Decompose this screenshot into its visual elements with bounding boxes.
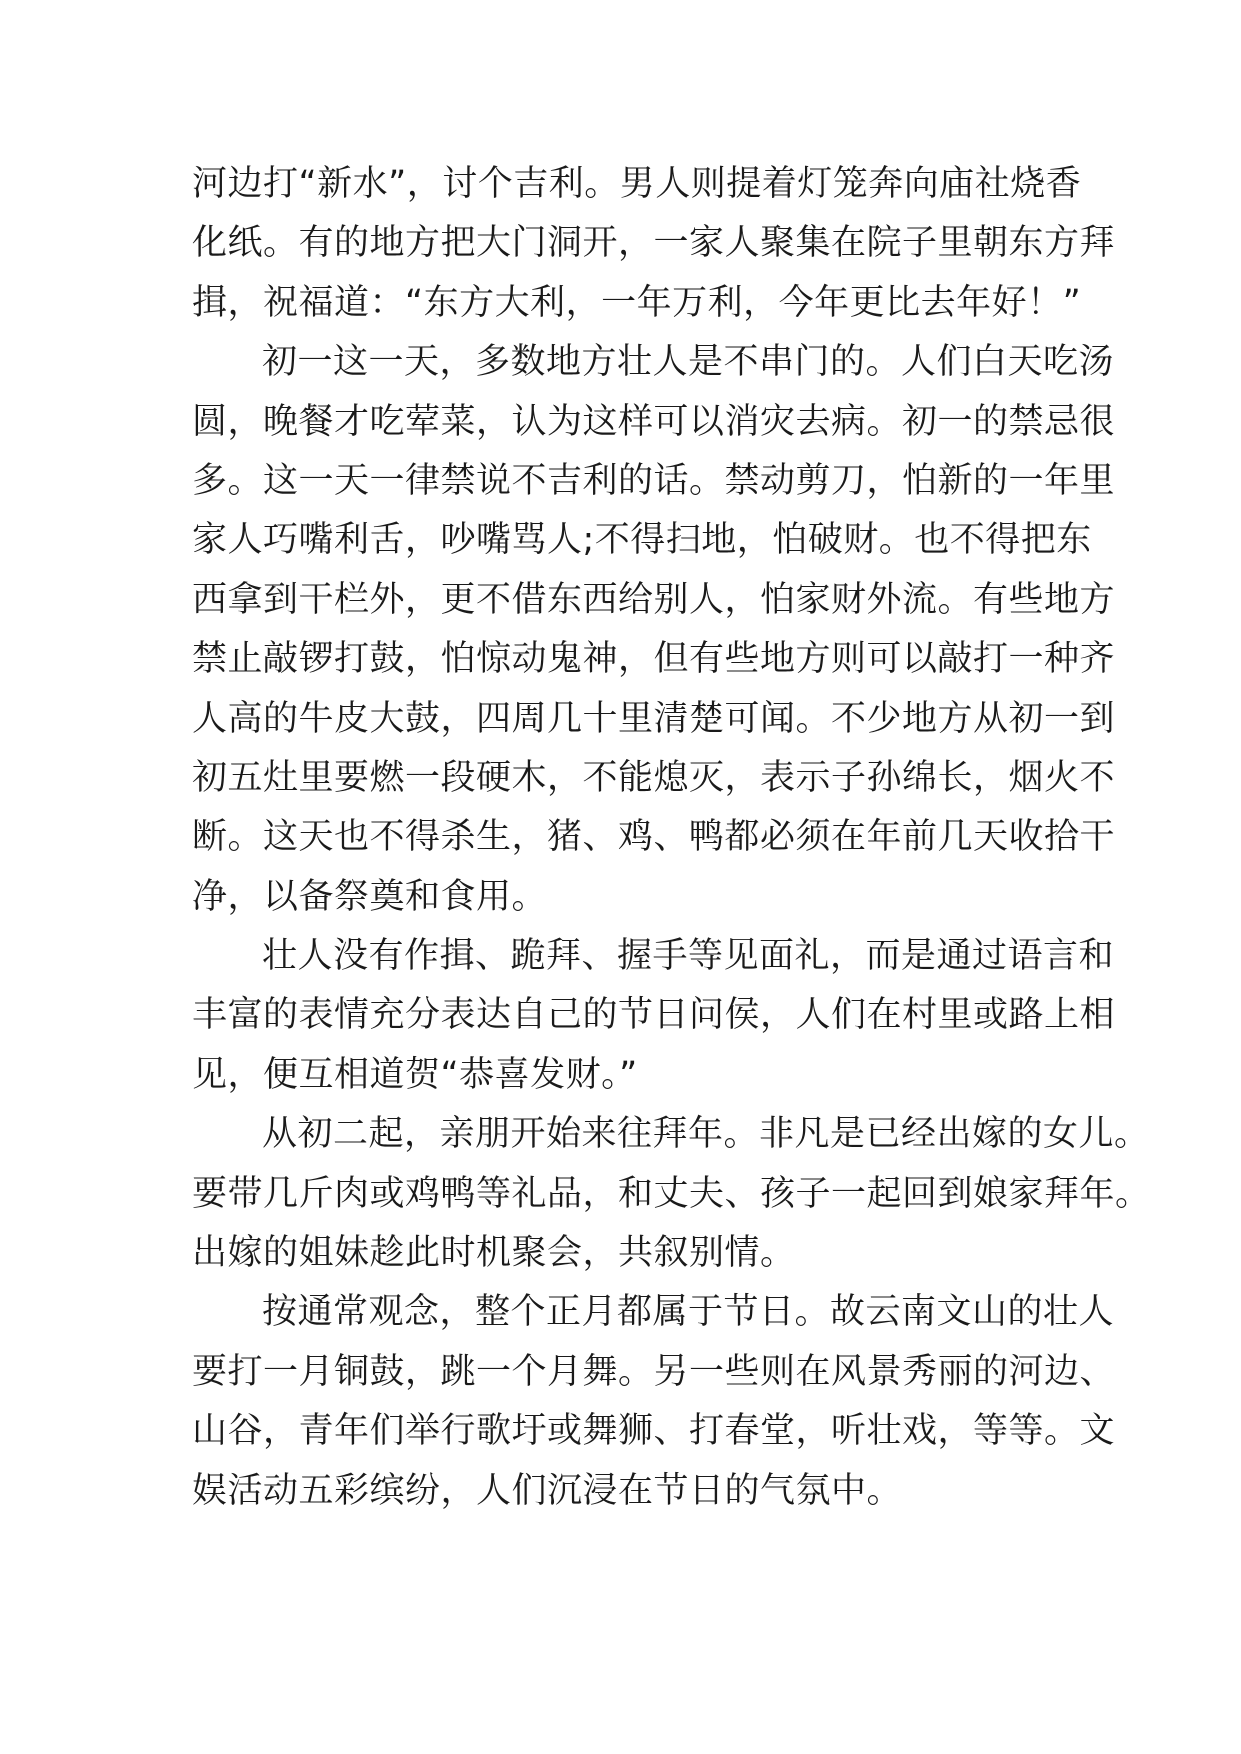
text-line: 见，便互相道贺“恭喜发财。”: [192, 1054, 638, 1095]
body-text: [192, 155, 1151, 1521]
text-line: 西拿到干栏外，更不借东西给别人，怕家财外流。有些地方: [192, 579, 1116, 620]
paragraph-start-line: 壮人没有作揖、跪拜、握手等见面礼，而是通过语言和: [262, 936, 1115, 977]
text-line: 化纸。有的地方把大门洞开，一家人聚集在院子里朝东方拜: [192, 223, 1116, 264]
text-line: 净，以备祭奠和食用。: [192, 876, 548, 917]
text-line: 禁止敲锣打鼓，怕惊动鬼神，但有些地方则可以敲打一种齐: [192, 639, 1116, 680]
text-line: 家人巧嘴利舌，吵嘴骂人;不得扫地，怕破财。也不得把东: [192, 520, 1092, 561]
text-line: 河边打“新水”，讨个吉利。男人则提着灯笼奔向庙社烧香: [192, 164, 1082, 204]
text-line: 出嫁的姐妹趁此时机聚会，共叙别情。: [192, 1233, 796, 1274]
text-line: 揖，祝福道：“东方大利，一年万利，今年更比去年好！”: [192, 282, 1082, 323]
paragraph-start-line: 从初二起，亲朋开始来往拜年。非凡是已经出嫁的女儿。: [262, 1114, 1150, 1155]
paragraph-start-line: 按通常观念，整个正月都属于节日。故云南文山的壮人: [262, 1292, 1115, 1333]
text-line: 要打一月铜鼓，跳一个月舞。另一些则在风景秀丽的河边、: [192, 1351, 1116, 1392]
text-line: 圆，晚餐才吃荤菜，认为这样可以消灾去病。初一的禁忌很: [192, 401, 1116, 442]
text-line: 断。这天也不得杀生，猪、鸡、鸭都必须在年前几天收拾干: [192, 817, 1116, 858]
text-line: 人高的牛皮大鼓，四周几十里清楚可闻。不少地方从初一到: [192, 698, 1116, 739]
text-line: 初五灶里要燃一段硬木，不能熄灭，表示子孙绵长，烟火不: [192, 757, 1116, 798]
text-line: 要带几斤肉或鸡鸭等礼品，和丈夫、孩子一起回到娘家拜年。: [192, 1173, 1151, 1214]
text-line: 多。这一天一律禁说不吉利的话。禁动剪刀，怕新的一年里: [192, 460, 1116, 501]
text-line: 丰富的表情充分表达自己的节日问侯，人们在村里或路上相: [192, 995, 1116, 1036]
paragraph-start-line: 初一这一天，多数地方壮人是不串门的。人们白天吃汤: [262, 342, 1115, 383]
text-line: 娱活动五彩缤纷，人们沉浸在节日的气氛中。: [192, 1470, 903, 1511]
text-line: 山谷，青年们举行歌圩或舞狮、打春堂，听壮戏，等等。文: [192, 1411, 1116, 1452]
